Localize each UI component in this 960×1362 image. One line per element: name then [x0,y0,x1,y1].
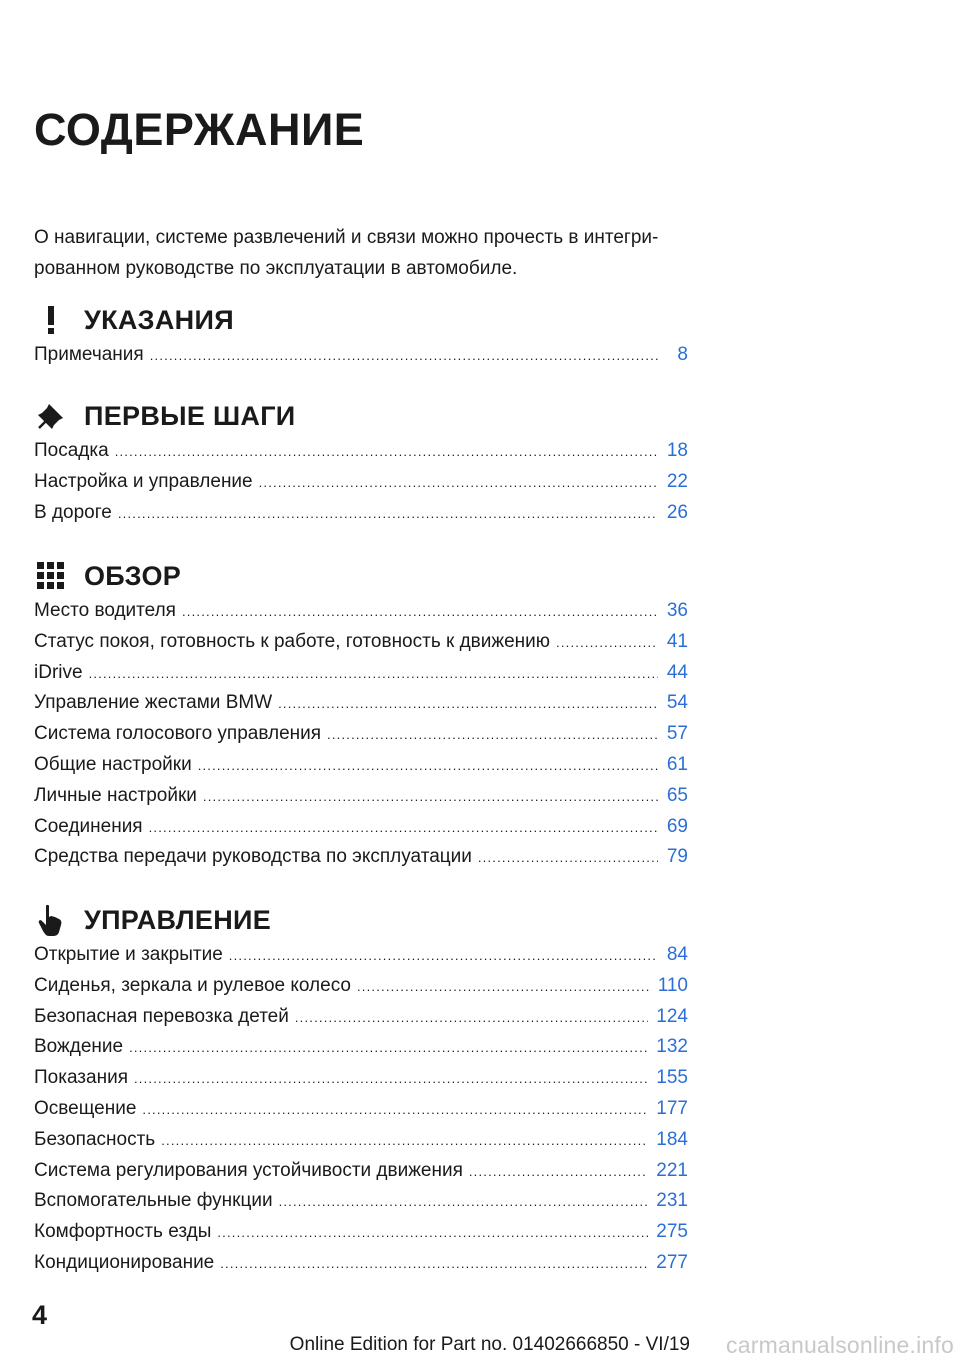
toc-entry-label: Безопасная перевозка детей [34,1005,289,1027]
toc-entry[interactable] [34,688,688,719]
toc-entry-label: Вождение [34,1036,124,1058]
dot-leader [203,782,658,813]
toc-entry-label: Открытие и закрытие [34,944,223,965]
toc-entry[interactable] [34,1094,688,1125]
section-notes [34,300,688,371]
toc-entry-page-link[interactable]: 69 [666,815,688,837]
exclamation-icon [34,303,68,337]
toc-entry[interactable] [34,467,688,498]
toc-entry-page-link[interactable]: 79 [666,846,688,868]
toc-entry[interactable] [34,1125,688,1156]
toc-entry-page-link[interactable]: 84 [666,944,688,965]
toc-entry-label: Комфортность езды [34,1221,212,1243]
dot-leader [161,1126,648,1157]
dot-leader [89,659,658,690]
toc-entry-page-link[interactable]: 18 [666,440,688,461]
toc-entry[interactable] [34,750,688,781]
dot-leader [327,720,658,751]
section-title: ПЕРВЫЕ ШАГИ [84,400,296,431]
page-number: 4 [32,1300,48,1330]
toc-entry-page-link[interactable]: 26 [666,501,688,523]
toc-entry-label: Общие настройки [34,753,192,775]
toc-entry-label: Место водителя [34,600,176,621]
toc-entry-label: Вспомогательные функции [34,1190,273,1212]
toc-entry-page-link[interactable]: 184 [656,1128,688,1150]
dot-leader [295,1003,648,1034]
dot-leader [198,751,658,782]
watermark: carmanualsonline.info [726,1332,954,1358]
dot-leader [259,468,658,499]
dot-leader [469,1157,648,1188]
toc-entry-page-link[interactable]: 110 [657,974,688,996]
toc-entry-page-link[interactable]: 124 [656,1005,688,1027]
section-first-steps [34,396,688,528]
toc-entry[interactable] [34,1217,688,1248]
toc-entry-page-link[interactable]: 275 [656,1221,688,1243]
toc-entry-page-link[interactable]: 54 [666,692,688,714]
toc-list [34,940,688,1279]
section-header [34,396,688,436]
toc-entry[interactable] [34,340,688,371]
toc-entry[interactable] [34,436,688,467]
toc-entry[interactable] [34,1002,688,1033]
toc-entry[interactable] [34,627,688,658]
dot-leader [357,972,650,1003]
toc-entry[interactable] [34,1248,688,1279]
dot-leader [115,437,658,468]
toc-entry-label: Посадка [34,440,109,461]
toc-entry-label: Настройка и управление [34,470,253,492]
toc-entry-label: Показания [34,1067,128,1089]
toc-entry[interactable] [34,1063,688,1094]
hand-pointer-icon [34,903,68,937]
section-controls [34,900,688,1279]
dot-leader [229,941,658,972]
dot-leader [279,1187,649,1218]
dot-leader [478,843,658,874]
section-title: УКАЗАНИЯ [84,304,234,335]
toc-entry-page-link[interactable]: 65 [666,784,688,806]
toc-entry[interactable] [34,658,688,689]
toc-entry-page-link[interactable]: 22 [666,470,688,492]
toc-list [34,596,688,873]
toc-entry[interactable] [34,812,688,843]
toc-entry-page-link[interactable]: 44 [666,661,688,683]
toc-entry-page-link[interactable]: 231 [656,1190,688,1212]
toc-entry-label: Средства передачи руководства по эксплуатации [34,846,472,868]
toc-entry[interactable] [34,1032,688,1063]
intro-text: О навигации, системе развлечений и связи можно прочесть в интегри-рованном руководстве по эксплуатации в автомобиле. [34,227,659,279]
toc-entry-page-link[interactable]: 41 [666,630,688,652]
toc-entry-page-link[interactable]: 277 [656,1251,688,1273]
dot-leader [278,689,658,720]
section-overview [34,556,688,873]
dot-leader [217,1218,648,1249]
toc-entry[interactable] [34,940,688,971]
dot-leader [142,1095,648,1126]
dot-leader [134,1064,648,1095]
section-title: ОБЗОР [84,560,182,591]
toc-entry-page-link[interactable]: 132 [656,1036,688,1058]
dot-leader [149,813,658,844]
toc-entry-label: iDrive [34,661,83,683]
toc-entry-label: Соединения [34,815,143,837]
toc-entry[interactable] [34,781,688,812]
pin-icon [34,399,68,433]
toc-entry-page-link[interactable]: 155 [656,1067,688,1089]
dot-leader [118,499,658,530]
toc-entry[interactable] [34,842,688,873]
toc-entry-label: В дороге [34,501,112,523]
toc-entry-page-link[interactable]: 8 [677,344,688,365]
section-header [34,556,688,596]
toc-entry-label: Кондиционирование [34,1251,215,1273]
toc-entry-label: Управление жестами BMW [34,692,273,714]
toc-entry[interactable] [34,971,688,1002]
section-header [34,900,688,940]
page-title: СОДЕРЖАНИЕ [34,104,365,155]
toc-entry-page-link[interactable]: 57 [666,723,688,745]
toc-entry-label: Система голосового управления [34,723,322,745]
toc-entry-label: Безопасность [34,1128,156,1150]
toc-list [34,340,688,371]
toc-entry-page-link[interactable]: 177 [656,1097,688,1119]
toc-entry-label: Система регулирования устойчивости движения [34,1159,463,1181]
toc-entry-label: Освещение [34,1097,137,1119]
dot-leader [220,1249,648,1280]
toc-entry[interactable] [34,719,688,750]
toc-entry[interactable] [34,1156,688,1187]
toc-entry-label: Примечания [34,344,144,365]
toc-entry[interactable] [34,1186,688,1217]
dot-leader [129,1033,648,1064]
dot-leader [182,597,658,628]
toc-list [34,436,688,528]
grid-icon [34,559,68,593]
toc-entry-page-link[interactable]: 61 [666,753,688,775]
section-header [34,300,688,340]
toc-entry[interactable] [34,498,688,529]
dot-leader [556,628,658,659]
toc-entry-label: Статус покоя, готовность к работе, готовность к движению [34,630,551,652]
toc-entry-label: Личные настройки [34,784,197,806]
toc-entry-page-link[interactable]: 36 [666,600,688,621]
toc-entry[interactable] [34,596,688,627]
toc-entry-label: Сиденья, зеркала и рулевое колесо [34,974,351,996]
toc-entry-page-link[interactable]: 221 [656,1159,688,1181]
dot-leader [150,341,658,372]
footer-edition: Online Edition for Part no. 01402666850 - VI/19 [289,1334,690,1355]
section-title: УПРАВЛЕНИЕ [84,904,272,935]
